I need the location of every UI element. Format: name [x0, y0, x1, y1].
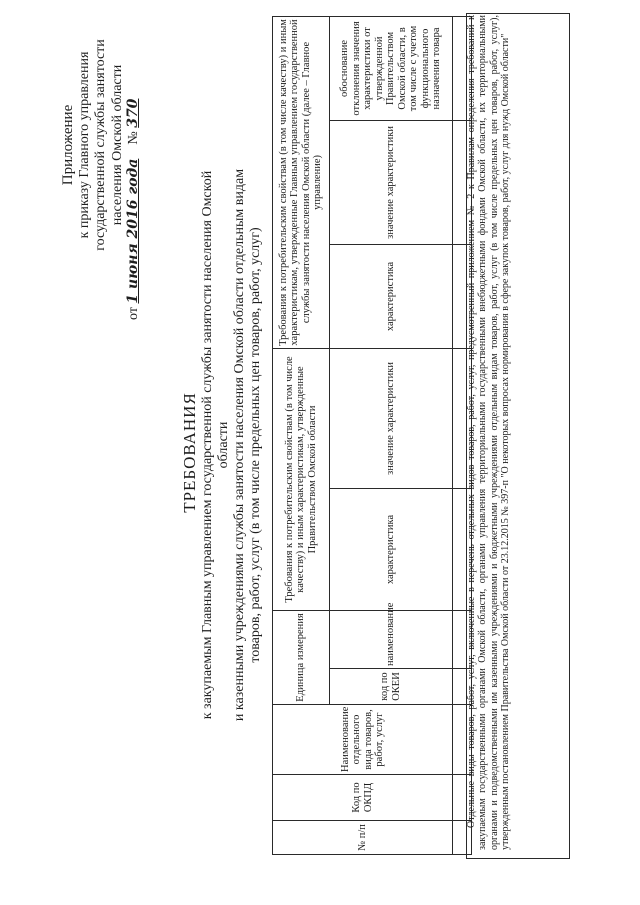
appendix-line-2: государственной службы занятости	[93, 39, 108, 251]
subtitle-line-2: и казенными учреждениями службы занятости населения Омской области отдельным видам	[232, 168, 247, 722]
document-title: ТРЕБОВАНИЯ	[180, 392, 199, 513]
appendix-title: Приложение	[60, 104, 76, 186]
date-prefix: от	[126, 307, 141, 320]
header-deviation-justification: обоснование отклонения значения характеристики от утвержденной Правительством Омской области, в том числе с учетом функционального назначения товара	[329, 16, 452, 120]
header-unit: Единица измерения	[273, 610, 330, 704]
header-unit-name: наименование	[329, 610, 452, 668]
number-prefix: №	[126, 131, 141, 145]
header-number: № п/п	[273, 821, 453, 855]
subtitle-line-1: к закупаемым Главным управлением государственной службы занятости населения Омской области	[200, 170, 231, 720]
document-subtitle	[200, 165, 264, 725]
handwritten-date: 1 июня 2016 года	[125, 158, 141, 304]
header-characteristic-2: характеристика	[329, 244, 452, 348]
header-characteristic-value-2: значение характеристики	[329, 120, 452, 244]
header-requirements-main-department: Требования к потребительским свойствам (в том числе качеству) и иным характеристикам, утвержденные Главным управлением государственной службы занятости населения Омской области (далее – Главное управление)	[273, 16, 330, 348]
header-requirements-government: Требования к потребительским свойствам (в том числе качеству) и иным характеристикам, утвержденные Правительством Омской области	[273, 348, 330, 610]
handwritten-number: 370	[125, 98, 141, 128]
appendix-block	[60, 25, 126, 265]
requirements-table	[272, 16, 472, 855]
header-characteristic: характеристика	[329, 488, 452, 610]
footnote-text	[466, 15, 511, 850]
subtitle-line-3: товаров, работ, услуг (в том числе предельных цен товаров, работ, услуг)	[248, 227, 263, 663]
appendix-line-3: населения Омской области	[109, 64, 125, 226]
header-unit-code: код по ОКЕИ	[329, 669, 452, 705]
header-okpd-code: Код по ОКПД	[273, 775, 453, 821]
order-date-number-line	[125, 20, 142, 320]
header-row-1	[273, 16, 330, 854]
appendix-line-1: к приказу Главного управления	[76, 51, 92, 239]
footnote-body: Отдельные виды товаров, работ, услуг, включенные в перечень отдельных видов товаров, работ, услуг, предусмотренный приложением № 2 к Правилам определения требований к закупаемым государственными органами Омской области, органами управления территориальными государственными внебюджетными фондами Омской области, их территориальными органами и подведомственными им казенными учреждениями и бюджетными учреждениями отдельным видам товаров, работ, услуг (в том числе предельных цен товаров, работ, услуг), утвержденным постановлением Правительства Омской области от 23.12.2015 № 397-п "О некоторых вопросах нормирования в сфере закупок товаров, работ, услуг для нужд Омской области"	[466, 15, 511, 850]
header-characteristic-value: значение характеристики	[329, 348, 452, 488]
header-item-name: Наименование отдельного вида товаров, работ, услуг	[273, 705, 453, 775]
